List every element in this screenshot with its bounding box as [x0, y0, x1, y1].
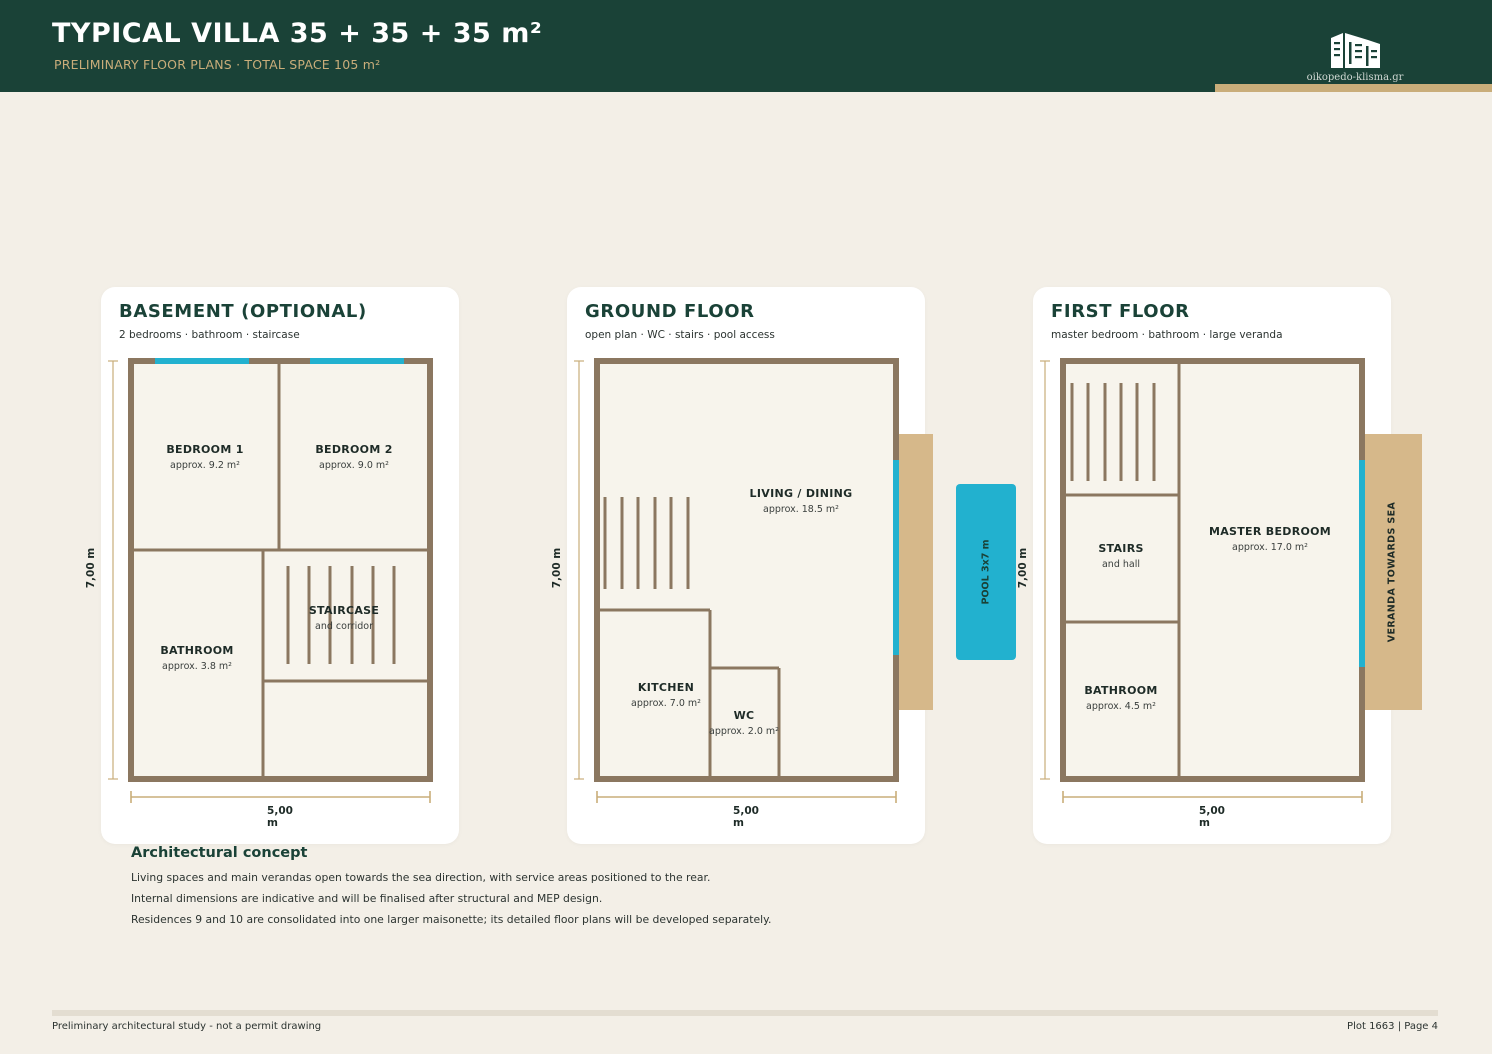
room-bedroom-1: BEDROOM 1 approx. 9.2 m² [166, 443, 244, 471]
concept-line: Internal dimensions are indicative and will be finalised after structural and MEP design. [131, 892, 603, 905]
logo-text: oikopedo-klisma.gr [1306, 72, 1404, 83]
veranda-label: VERANDA TOWARDS SEA [1386, 501, 1398, 643]
footer-divider [52, 1010, 1438, 1016]
room-staircase: STAIRCASE and corridor [308, 604, 380, 632]
width-dimension: 5,00 m [733, 805, 759, 829]
concept-line: Residences 9 and 10 are consolidated into one larger maisonette; its detailed floor plans will be developed separately. [131, 913, 772, 926]
card-title: FIRST FLOOR [1051, 301, 1190, 322]
card-subtitle: open plan · WC · stairs · pool access [585, 329, 775, 341]
card-subtitle: master bedroom · bathroom · large veranda [1051, 329, 1283, 341]
page-subtitle: PRELIMINARY FLOOR PLANS · TOTAL SPACE 105 m² [54, 57, 381, 72]
footer-disclaimer: Preliminary architectural study - not a permit drawing [52, 1021, 322, 1032]
room-living-dining: LIVING / DINING approx. 18.5 m² [749, 487, 853, 515]
height-dimension: 7,00 m [551, 547, 563, 589]
concept-line: Living spaces and main verandas open towards the sea direction, with service areas positioned to the rear. [131, 871, 711, 884]
room-kitchen: KITCHEN approx. 7.0 m² [631, 681, 701, 709]
width-dimension: 5,00 m [1199, 805, 1225, 829]
footer-page-info: Plot 1663 | Page 4 [1347, 1021, 1438, 1032]
pool-label: POOL 3x7 m [980, 539, 992, 605]
height-dimension: 7,00 m [1017, 547, 1029, 589]
room-bathroom: BATHROOM approx. 3.8 m² [160, 644, 234, 672]
height-dimension: 7,00 m [85, 547, 97, 589]
card-subtitle: 2 bedrooms · bathroom · staircase [119, 329, 300, 341]
pool [956, 484, 1016, 660]
first-floor-plan [1040, 361, 1422, 803]
basement-plan [108, 361, 430, 803]
page-title: TYPICAL VILLA 35 + 35 + 35 m² [52, 18, 543, 49]
card-title: GROUND FLOOR [585, 301, 755, 322]
width-dimension: 5,00 m [267, 805, 293, 829]
concept-title: Architectural concept [131, 845, 308, 861]
terrace [895, 434, 933, 710]
room-bathroom: BATHROOM approx. 4.5 m² [1084, 684, 1158, 712]
room-stairs: STAIRS and hall [1098, 542, 1144, 570]
room-master-bedroom: MASTER BEDROOM approx. 17.0 m² [1208, 525, 1332, 553]
card-title: BASEMENT (OPTIONAL) [119, 301, 367, 322]
room-bedroom-2: BEDROOM 2 approx. 9.0 m² [315, 443, 393, 471]
room-wc: WC approx. 2.0 m² [709, 709, 779, 737]
